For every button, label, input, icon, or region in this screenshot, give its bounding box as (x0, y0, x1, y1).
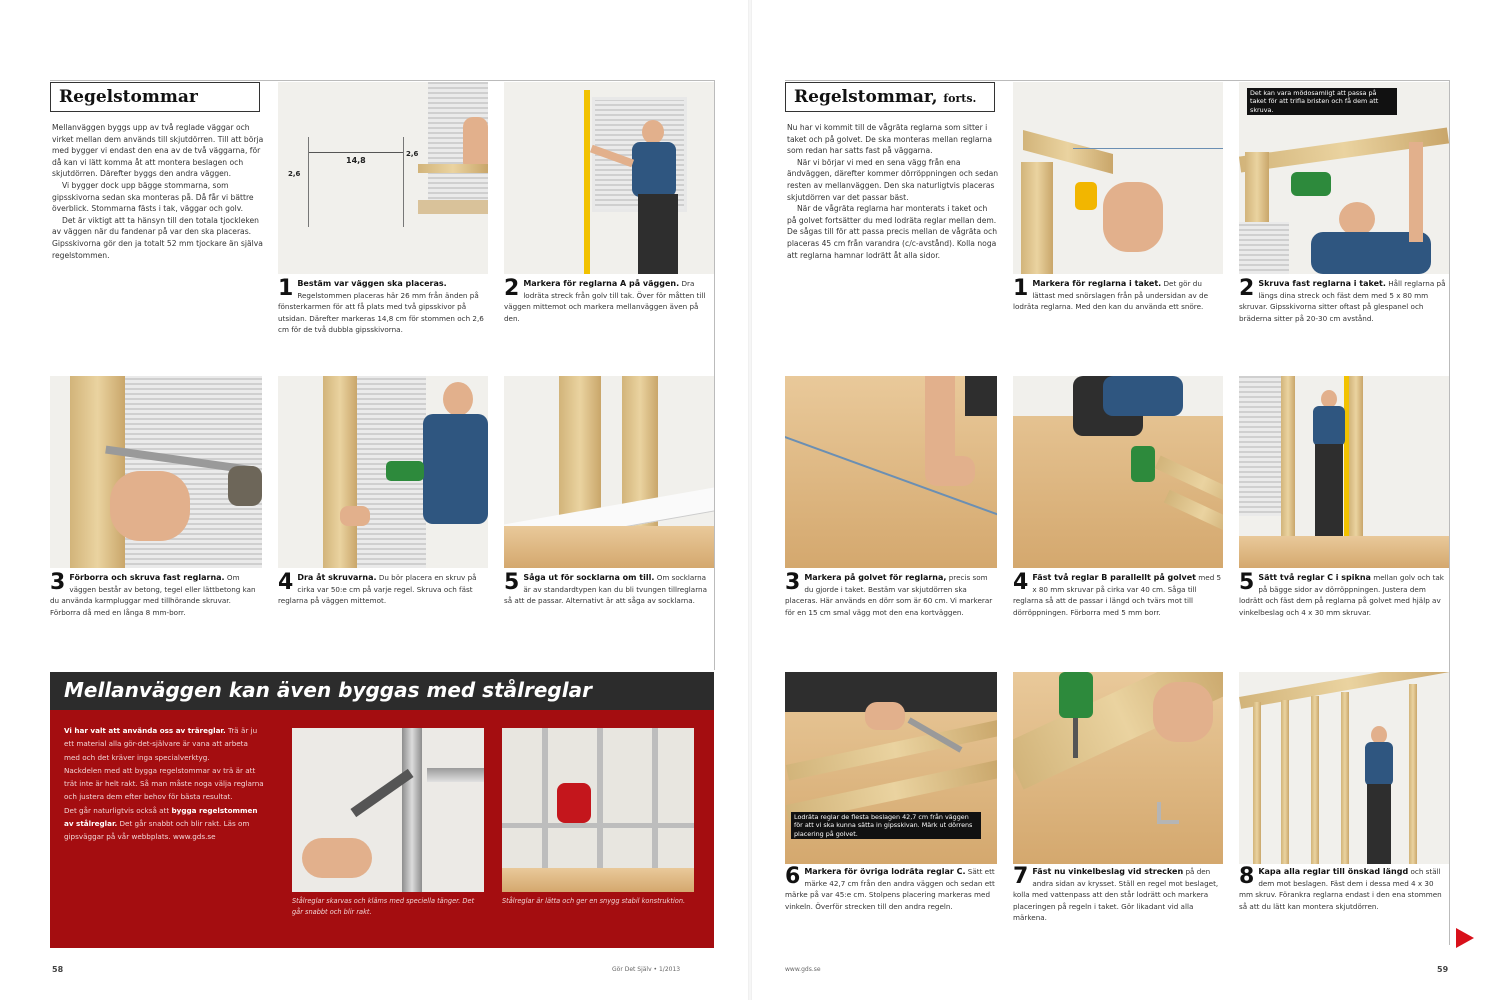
worker-head (1339, 202, 1375, 236)
step-5-caption (504, 572, 712, 607)
step-number: 6 (785, 864, 801, 889)
steel-text: Det går naturligtvis också att (64, 805, 170, 815)
step-r8-photo (1239, 672, 1449, 864)
photo-overlay-note: Det kan vara mödosamligt att passa på taket för att trifla bristen och få dem att skruva. (1247, 88, 1397, 115)
step-text: Om socklarna är av standardtypen kan du bli tvungen tillreglarna så att de passar. Alternativt är att såga av socklarna. (504, 573, 707, 606)
steel-photo-1 (292, 728, 484, 892)
step-r5-caption (1239, 572, 1447, 618)
step-number: 3 (785, 570, 801, 595)
step-5-photo (504, 376, 714, 568)
step-r4-caption (1013, 572, 1223, 618)
steel-text-bold: Vi har valt att använda oss av träreglar. (64, 726, 226, 735)
step-r3-caption (785, 572, 997, 618)
step-4-caption (278, 572, 488, 607)
steel-box (50, 710, 714, 948)
wood-stud (323, 376, 357, 568)
worker-pants (1315, 444, 1343, 540)
steel-photo-2-caption: Stålreglar är lätta och ger en snygg stabil konstruktion. (502, 897, 686, 905)
step-r3-photo (785, 376, 997, 568)
steel-photo-2 (502, 728, 694, 892)
floor (502, 868, 694, 892)
window-sill (418, 200, 488, 214)
step-number: 2 (1239, 276, 1255, 301)
steel-box-heading: Mellanväggen kan även byggas med stålreglar (50, 672, 714, 710)
page-number: 59 (1437, 965, 1449, 974)
step-text: med 5 x 80 mm skruvar på cirka var 40 cm. Såga till reglarna så att de passar i längd och tvärs mot till dörröppningen. Förborra med 5 mm borr. (1013, 573, 1222, 617)
wood-stud (1409, 684, 1417, 864)
worker-shirt (1313, 406, 1345, 446)
step-number: 3 (50, 570, 66, 595)
window-blind (1239, 222, 1289, 274)
cordless-drill (1291, 172, 1331, 196)
step-title: Fäst två reglar B parallellt på golvet (1032, 573, 1196, 582)
floor-stud (1164, 490, 1223, 536)
level-tool (418, 164, 488, 173)
step-title: Skruva fast reglarna i taket. (1258, 279, 1386, 288)
pencil-line (308, 137, 309, 227)
steel-text: Trä är ju ett material alla gör-det-självare är vana att arbeta med och det kräver inga specialverktyg. (64, 726, 258, 762)
worker-shirt (423, 414, 488, 524)
wood-stud (1281, 700, 1289, 864)
photo-overlay-note: Lodräta reglar de flesta beslagen 42,7 cm från väggen för att vi ska kunna sätta in gipsskivan. Märk ut dörrens placering på golvet. (791, 812, 981, 839)
worker-shirt (1103, 376, 1183, 416)
intro-paragraph: Det är viktigt att ta hänsyn till den totala tjockleken av väggen när du fandenar på var den ska placeras. Gipsskivorna gör den ja totalt 52 mm tjockare än själva regelstommen. (52, 215, 263, 260)
wood-stud (1349, 376, 1363, 546)
measure-label: 14,8 (346, 156, 366, 165)
worker-arm (1409, 142, 1423, 242)
step-title: Såga ut för socklarna om till. (523, 573, 655, 582)
hand (340, 506, 370, 526)
step-4-photo (278, 376, 488, 568)
intro-paragraph: Mellanväggen byggs upp av två reglade väggar och virket mellan dem används till skjutdörren. Till att börja med bygger vi endast den ena av de två väggarna, för då kan vi lätt komma åt att montera beslagen och skjutdörren. Därefter byggs den andra väggen. (52, 123, 264, 179)
hand (302, 838, 372, 878)
steel-frame (502, 823, 694, 828)
wood-stud (1253, 702, 1261, 864)
step-number: 4 (1013, 570, 1029, 595)
step-number: 7 (1013, 864, 1029, 889)
step-title: Dra åt skruvarna. (297, 573, 377, 582)
step-text: mellan golv och tak på bägge sidor av dörröppningen. Justera dem lodrätt och fäst dem på reglarna på golvet med hjälp av vinkelbeslag och 4 x 30 mm skruvar. (1239, 573, 1444, 617)
worker-head (642, 120, 664, 144)
steel-text: Det går snabbt och blir rakt. Läs om gipsväggar på vår webbplats. www.gds.se (64, 819, 250, 842)
step-title: Kapa alla reglar till önskad längd (1258, 867, 1409, 876)
intro-paragraph: När de vågräta reglarna har monterats i taket och på golvet fortsätter du med lodräta reglar mellan dem. De sågas till för att passa precis mellan de vågräta och placeras 45 cm från varandra (c/c-avstånd). Kolla noga att reglarna hamnar lodrätt åt alla sidor. (787, 204, 998, 260)
cordless-drill (1131, 446, 1155, 482)
step-r8-caption (1239, 866, 1447, 912)
left-page (0, 0, 748, 1000)
steel-text: Nackdelen med att bygga regelstommar av trä är att trät inte är helt rakt. Så man måste noga välja reglarna och justera dem efter behov för bästa resultat. (64, 765, 264, 802)
page-frame-right (1449, 80, 1450, 945)
step-text: Håll reglarna på längs dina streck och fäst dem med 5 x 80 mm skruvar. Gipsskivorna sitter oftast på glespanel och bräderna sitter på 20-30 cm avstånd. (1239, 279, 1446, 323)
worker-shirt (1365, 742, 1393, 786)
step-r7-caption (1013, 866, 1223, 924)
step-3-caption (50, 572, 262, 618)
wood-stud (1021, 162, 1053, 274)
intro-paragraph: Vi bygger dock upp bägge stommarna, som gipsskivorna sedan ska monteras på. Då får vi bättre överblick. Stommarna fästs i tak, väggar och golv. (52, 180, 254, 214)
page-title: Regelstommar (50, 82, 260, 112)
page-frame-right (714, 80, 715, 670)
right-page (752, 0, 1500, 1000)
step-r7-photo (1013, 672, 1223, 864)
spirit-level (1344, 376, 1349, 546)
step-title: Markera för reglarna i taket. (1032, 279, 1162, 288)
step-text: Regelstommen placeras här 26 mm från änden på fönsterkarmen för att få plats med två gipsskivor på utsidan. Därefter markeras 14,8 cm för stommen och 2,6 cm för de två dubbla gipsskivorna. (278, 290, 484, 335)
step-number: 2 (504, 276, 520, 301)
step-text: Om väggen består av betong, tegel eller lättbetong kan du använda karmpluggar med tillhörande skruvar. Förborra då med en långa 8 mm-borr. (50, 573, 256, 617)
intro-paragraph: När vi börjar vi med en sena vägg från ena ändväggen, därefter kommer dörröppningen och sedan resten av mellanväggen. Den ska naturligtvis placeras skjutdörren var det passar bäst. (787, 157, 999, 202)
measure-label: 2,6 (406, 150, 419, 158)
worker-pants (965, 376, 997, 416)
chalk-line-reel (1075, 182, 1097, 210)
worker-pants (1367, 784, 1391, 864)
step-r2-photo (1239, 82, 1449, 274)
page-number: 58 (52, 965, 64, 974)
step-text: Du bör placera en skruv på cirka var 50:e cm på varje regel. Skruva och fäst reglarna på väggen mittemot. (278, 573, 477, 606)
step-number: 4 (278, 570, 294, 595)
angle-bracket (1157, 802, 1179, 824)
intro-text (52, 122, 264, 261)
step-title: Markera för reglarna A på väggen. (523, 279, 680, 288)
step-text: på den andra sidan av krysset. Ställ en regel mot beslaget, kolla med vattenpass att den står lodrätt och markera placeringen på regeln i taket. Gör likadant vid alla märkena. (1013, 867, 1219, 923)
step-r4-photo (1013, 376, 1223, 568)
step-title: Förborra och skruva fast reglarna. (69, 573, 225, 582)
pencil-line (403, 137, 404, 227)
step-number: 1 (1013, 276, 1029, 301)
page-frame-top (50, 80, 715, 81)
worker-arm (925, 376, 955, 466)
step-text: Dra lodräta streck från golv till tak. Över för måtten till väggen mittemot och markera mellanväggen även på den. (504, 279, 706, 323)
step-r2-caption (1239, 278, 1447, 324)
floor (1239, 536, 1449, 568)
step-title: Markera på golvet för reglarna, (804, 573, 947, 582)
worker-shirt (557, 783, 591, 823)
step-title: Fäst nu vinkelbeslag vid strecken (1032, 867, 1184, 876)
step-number: 5 (1239, 570, 1255, 595)
title-suffix: forts. (943, 92, 977, 105)
measure-label: 2,6 (288, 170, 301, 178)
steel-box-text (64, 724, 264, 844)
wood-stud (1281, 376, 1295, 546)
step-number: 8 (1239, 864, 1255, 889)
step-r6-photo (785, 672, 997, 864)
chalk-line (1073, 148, 1223, 149)
intro-text (787, 122, 999, 261)
drill-bit (1073, 718, 1078, 758)
step-number: 1 (278, 276, 294, 301)
cordless-drill (386, 461, 424, 481)
step-text: Det gör du lättast med snörslagen från på undersidan av de lodräta reglarna. Med den kan du använda ett snöre. (1013, 279, 1209, 312)
page-frame-top (785, 80, 1450, 81)
hand (1153, 682, 1213, 742)
step-text: precis som du gjorde i taket. Bestäm var skjutdörren ska placeras. Här används en dörr som är 60 cm. Vi markerar för en 15 cm smal vägg mot den ena kortväggen. (785, 573, 993, 617)
step-number: 5 (504, 570, 520, 595)
step-r1-photo (1013, 82, 1223, 274)
step-2-photo (504, 82, 714, 274)
worker-pants (638, 194, 678, 274)
hand (110, 471, 190, 541)
wood-stud (70, 376, 125, 568)
step-r5-photo (1239, 376, 1449, 568)
page-footer: Gör Det Själv • 1/2013 (612, 966, 681, 973)
page-footer: www.gds.se (785, 966, 821, 973)
step-text: Sätt ett märke 42,7 cm från den andra väggen och sedan ett märke på var 45:e cm. Stolpens placering markeras med vinkeln. Överför strecken till den andra regeln. (785, 867, 995, 911)
step-1-caption (278, 278, 488, 336)
step-2-caption (504, 278, 712, 324)
steel-profile (427, 768, 484, 782)
step-title: Markera för övriga lodräta reglar C. (804, 867, 966, 876)
intro-paragraph: Nu har vi kommit till de vågräta reglarna som sitter i taket och på golvet. De ska monteras mellan reglarna som redan har satts fast på väggarna. (787, 123, 993, 156)
continue-arrow-icon[interactable] (1456, 928, 1474, 948)
step-title: Sätt två reglar C i spikna (1258, 573, 1371, 582)
worker-head (443, 382, 473, 416)
step-r6-caption (785, 866, 997, 912)
page-title: Regelstommar, forts. (785, 82, 995, 112)
spirit-level (584, 90, 590, 274)
step-r1-caption (1013, 278, 1223, 313)
hand (925, 456, 975, 486)
steel-text-bold: bygga regelstommen av stålreglar. (64, 805, 258, 829)
step-text: och ställ dem mot beslagen. Fäst dem i dessa med 4 x 30 mm skruv. Förankra reglarna endast i den ena stommen så att du lätt kan montera skjutdörren. (1239, 867, 1442, 911)
wood-stud (1311, 696, 1319, 864)
wood-stud (1341, 692, 1349, 864)
drill (228, 466, 262, 506)
hand (865, 702, 905, 730)
step-1-photo (278, 82, 488, 274)
floor (504, 526, 714, 568)
step-title: Bestäm var väggen ska placeras. (297, 279, 447, 288)
step-3-photo (50, 376, 262, 568)
cordless-drill (1059, 672, 1093, 718)
pencil-line (308, 152, 403, 153)
steel-photo-1-caption: Stålreglar skarvas och kläms med speciella tänger. Det går snabbt och blir rakt. (292, 897, 475, 916)
hand (1103, 182, 1163, 252)
worker-shirt (632, 142, 676, 197)
steel-profile (402, 728, 422, 892)
